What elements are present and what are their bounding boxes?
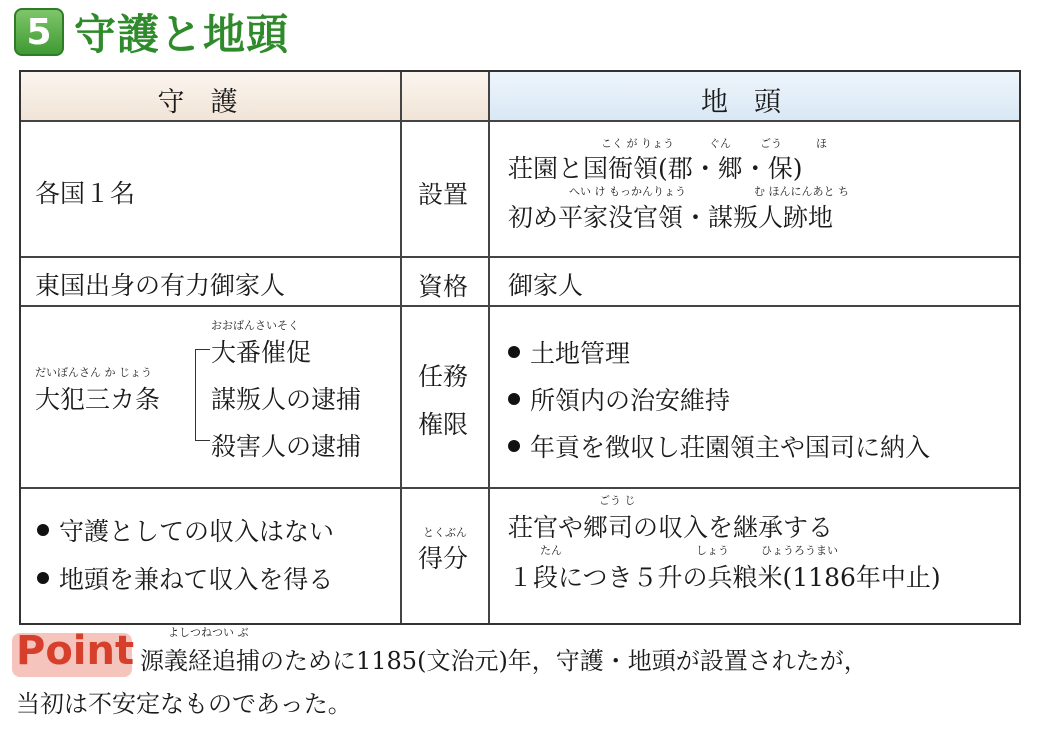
point-text-line1: 源義経追捕のために1185(文治元)年，守護・地頭が設置されたが， [140, 647, 868, 675]
point-text-line2: 当初は不安定なものであった。 [16, 690, 352, 718]
ruby-muhonnin-atochi: む ほんにんあと ち [754, 185, 849, 198]
jito-tokubun-line1: 荘官や郷司の収入を継承する [508, 513, 834, 542]
row-divider [21, 487, 1019, 489]
ruby-tokubun: とくぶん [423, 526, 467, 539]
bullet-icon [37, 572, 49, 584]
bracket-line [195, 349, 210, 441]
point-badge-label: Point [16, 628, 135, 674]
ruby-gun: ぐん [709, 137, 731, 150]
ruby-heike-mokkanryo: へい け もっかんりょう [569, 185, 686, 198]
ruby-oban-saisoku: おおばんさいそく [211, 319, 299, 332]
header-cell-jito [489, 72, 1019, 120]
shugo-setchi-text: 各国１名 [35, 179, 136, 208]
bullet-icon [508, 393, 520, 405]
jito-ninmu-item [508, 428, 930, 464]
shugo-tokubun-item-text: 地頭を兼ねて収入を得る [59, 565, 334, 594]
bullet-icon [508, 346, 520, 358]
jito-setchi-line2: 初め平家没官領・謀叛人跡地 [508, 203, 834, 232]
column-divider [488, 72, 490, 623]
row-label-tokubun: 得分 [418, 544, 469, 573]
ruby-sho: しょう [696, 544, 729, 557]
row-divider [21, 120, 1019, 122]
ruby-hyororomai: ひょうろうまい [761, 544, 838, 557]
section-number-badge: 5 [14, 8, 64, 56]
comparison-table [19, 70, 1021, 625]
shugo-tokubun-item [37, 512, 334, 548]
ruby-tan: たん [540, 544, 562, 557]
shugo-ninmu-item: 大番催促 [211, 338, 312, 367]
shugo-daibon-sankajo: 大犯三カ条 [35, 385, 161, 414]
ruby-ho: ほ [816, 137, 827, 150]
column-header-jito: 地頭 [701, 87, 807, 118]
section-title: 守護と地頭 [74, 10, 290, 59]
shugo-shikaku-text: 東国出身の有力御家人 [35, 271, 286, 300]
row-label-ninmu: 任務 [418, 362, 469, 391]
ruby-daibonsankajo: だいぼんさん か じょう [35, 366, 152, 379]
column-divider [400, 72, 402, 623]
shugo-tokubun-item-text: 守護としての収入はない [59, 517, 335, 546]
shugo-ninmu-item: 殺害人の逮捕 [211, 432, 362, 461]
jito-setchi-line1: 荘園と国衙領(郡・郷・保) [508, 154, 803, 183]
ruby-go: ごう [760, 137, 782, 150]
jito-ninmu-item-text: 年貢を徴収し荘園領主や国司に納入 [530, 433, 931, 462]
jito-shikaku-text: 御家人 [508, 271, 584, 300]
jito-ninmu-item-text: 土地管理 [530, 339, 631, 368]
row-label-shikaku: 資格 [418, 272, 469, 301]
row-label-setchi: 設置 [418, 180, 469, 209]
jito-ninmu-item-text: 所領内の治安維持 [530, 386, 731, 415]
row-divider [21, 256, 1019, 258]
bullet-icon [37, 524, 49, 536]
shugo-tokubun-item [37, 560, 333, 596]
row-label-kengen: 権限 [418, 410, 469, 439]
jito-ninmu-item [508, 334, 630, 370]
jito-tokubun-line2: １段につき５升の兵粮米(1186年中止) [508, 563, 941, 592]
jito-ninmu-item [508, 381, 730, 417]
section-header [14, 4, 289, 60]
ruby-kokugaryo: こく が りょう [601, 137, 674, 150]
column-header-shugo: 守護 [157, 87, 264, 118]
ruby-goji: ごう じ [599, 494, 636, 507]
shugo-ninmu-item: 謀叛人の逮捕 [211, 385, 362, 414]
header-cell-shugo [21, 72, 400, 120]
bullet-icon [508, 440, 520, 452]
row-divider [21, 305, 1019, 307]
ruby-yoshitsune-tsuibu: よしつねつい ぶ [168, 626, 249, 639]
header-cell-blank [400, 72, 488, 120]
